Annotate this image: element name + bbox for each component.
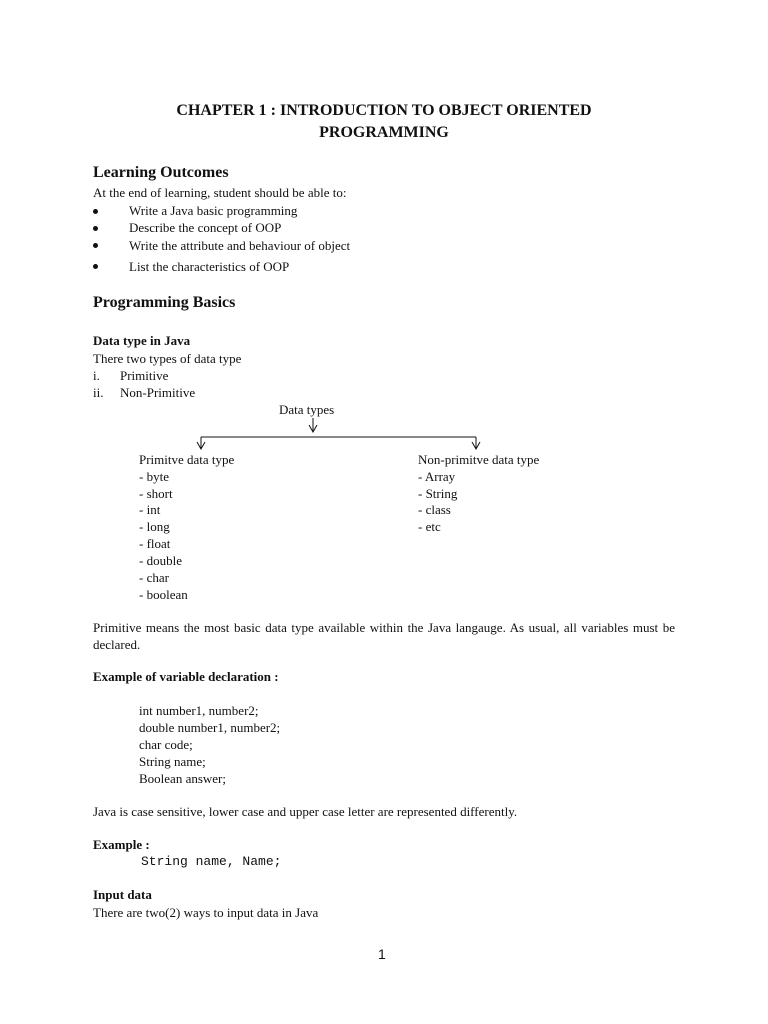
input-data-heading: Input data bbox=[93, 887, 152, 902]
primitive-type-item: - int bbox=[139, 502, 161, 517]
primitive-type-item: - double bbox=[139, 553, 182, 568]
primitive-description: Primitive means the most basic data type available within the Java langauge. As usual, all variables must be declared. bbox=[93, 620, 675, 652]
outcome-item: List the characteristics of OOP bbox=[129, 259, 290, 274]
programming-basics-heading: Programming Basics bbox=[93, 294, 236, 311]
data-type-intro: There two types of data type bbox=[93, 351, 242, 366]
primitive-column-title: Primitve data type bbox=[139, 452, 235, 467]
non-primitive-type-item: - String bbox=[418, 486, 458, 501]
case-sensitive-note: Java is case sensitive, lower case and upper case letter are represented differently. bbox=[93, 804, 518, 819]
outcome-item: Describe the concept of OOP bbox=[129, 220, 282, 235]
primitive-type-item: - long bbox=[139, 519, 170, 534]
declaration-line: String name; bbox=[139, 754, 206, 769]
list-marker: i. bbox=[93, 368, 100, 383]
list-item: Non-Primitive bbox=[120, 385, 196, 400]
page-number: 1 bbox=[378, 946, 386, 962]
non-primitive-column-title: Non-primitve data type bbox=[418, 452, 540, 467]
chapter-title-line2: PROGRAMMING bbox=[319, 124, 449, 141]
primitive-type-item: - char bbox=[139, 570, 169, 585]
non-primitive-type-item: - etc bbox=[418, 519, 441, 534]
non-primitive-type-item: - Array bbox=[418, 469, 456, 484]
example-heading: Example : bbox=[93, 837, 150, 852]
chapter-title-line1: CHAPTER 1 : INTRODUCTION TO OBJECT ORIENTED bbox=[176, 102, 592, 119]
example-code: String name, Name; bbox=[141, 854, 282, 869]
non-primitive-type-item: - class bbox=[418, 502, 451, 517]
learning-outcomes-intro: At the end of learning, student should be able to: bbox=[93, 185, 347, 200]
outcome-item: Write the attribute and behaviour of object bbox=[129, 238, 351, 253]
learning-outcomes-heading: Learning Outcomes bbox=[93, 164, 229, 181]
primitive-type-item: - float bbox=[139, 536, 171, 551]
primitive-type-item: - short bbox=[139, 486, 173, 501]
outcome-item: Write a Java basic programming bbox=[129, 203, 298, 218]
declaration-line: int number1, number2; bbox=[139, 703, 259, 718]
primitive-type-item: - byte bbox=[139, 469, 169, 484]
diagram-root-label: Data types bbox=[279, 402, 335, 417]
declaration-line: double number1, number2; bbox=[139, 720, 281, 735]
list-item: Primitive bbox=[120, 368, 169, 383]
data-type-subheading: Data type in Java bbox=[93, 333, 191, 348]
list-marker: ii. bbox=[93, 385, 104, 400]
declaration-line: Boolean answer; bbox=[139, 771, 227, 786]
declaration-example-heading: Example of variable declaration : bbox=[93, 669, 279, 684]
primitive-type-item: - boolean bbox=[139, 587, 188, 602]
input-data-text: There are two(2) ways to input data in Java bbox=[93, 905, 319, 920]
declaration-line: char code; bbox=[139, 737, 193, 752]
